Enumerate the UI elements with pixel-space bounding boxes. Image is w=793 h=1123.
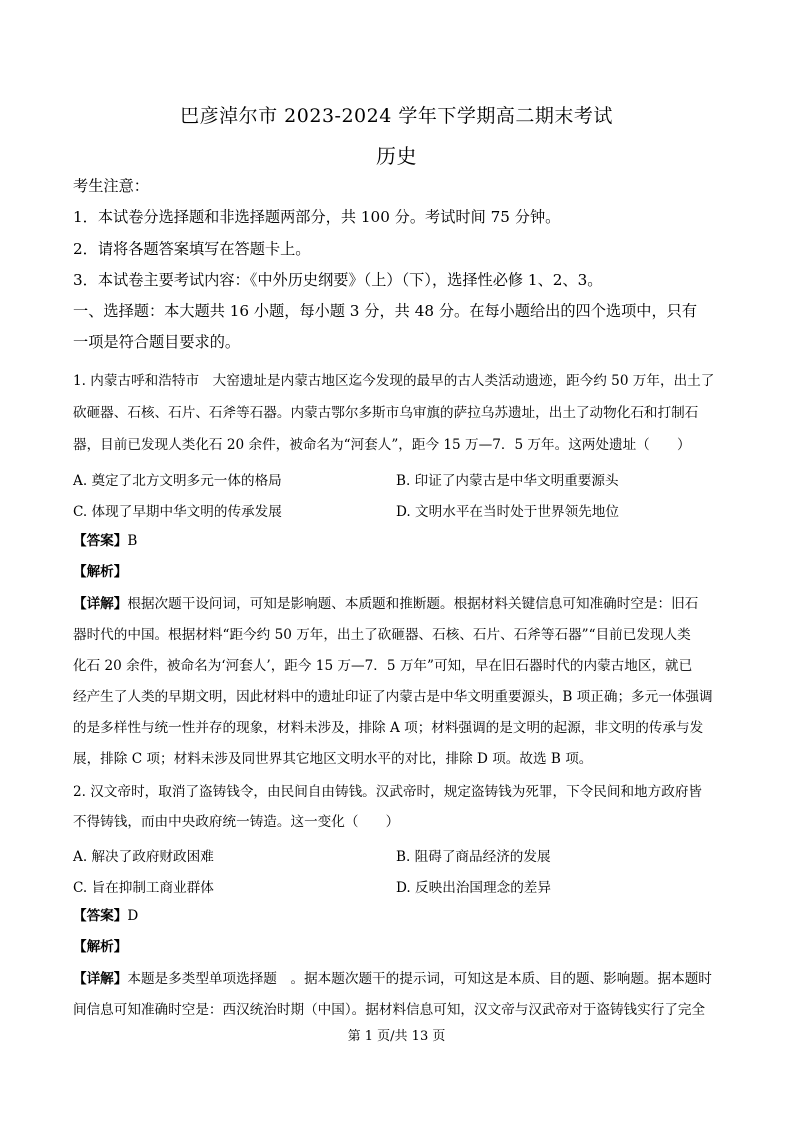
subject-title: 历史 xyxy=(376,144,417,168)
q1-stem-line-2: 砍砸器、石核、石片、石斧等石器。内蒙古鄂尔多斯市乌审旗的萨拉乌苏遗址，出土了动物化石和打制石 xyxy=(73,405,699,421)
q1-option-c: C. 体现了早期中华文明的传承发展 xyxy=(73,504,282,520)
q1-stem-line-1: 1. 内蒙古呼和浩特市 大窑遗址是内蒙古地区迄今发现的最早的古人类活动遗迹，距今约 50 万年，出土了 xyxy=(73,373,715,389)
notice-item-2: 2．请将各题答案填写在答题卡上。 xyxy=(73,240,311,258)
q2-detail-line-1 xyxy=(73,970,723,988)
notice-item-3: 3．本试卷主要考试内容：《中外历史纲要》（上）（下），选择性必修 1、2、3。 xyxy=(73,271,603,289)
q2-detail-tag: 【详解】 xyxy=(73,971,128,987)
q2-answer-value: D xyxy=(127,908,139,924)
section-instruction-line-1: 一、选择题：本大题共 16 小题，每小题 3 分，共 48 分。在每小题给出的四个选项中，只有 xyxy=(73,302,698,320)
q1-detail-line-1 xyxy=(73,595,723,613)
q1-detail-line-3: 化石 20 余件，被命名为‘河套人’，距今 15 万—7．5 万年”可知，早在旧石器时代的内蒙古地区，就已 xyxy=(73,658,693,674)
q1-option-d: D. 文明水平在当时处于世界领先地位 xyxy=(396,504,619,520)
exam-title: 巴彦淖尔市 2023-2024 学年下学期高二期末考试 xyxy=(180,105,613,127)
q1-option-a: A. 奠定了北方文明多元一体的格局 xyxy=(73,473,282,489)
q2-option-c: C. 旨在抑制工商业群体 xyxy=(73,880,214,896)
q1-detail-line-4: 经产生了人类的早期文明，因此材料中的遗址印证了内蒙古是中华文明重要源头，B 项正确；多元一体强调 xyxy=(73,689,713,705)
q2-option-d: D. 反映出治国理念的差异 xyxy=(396,880,551,896)
q1-option-b: B. 印证了内蒙古是中华文明重要源头 xyxy=(396,473,619,489)
q2-analysis-tag: 【解析】 xyxy=(73,939,128,955)
q1-answer xyxy=(73,532,723,550)
section-instruction-line-2: 一项是符合题目要求的。 xyxy=(73,333,241,351)
q2-detail-text-1: 本题是多类型单项选择题 。据本题次题干的提示词，可知这是本质、目的题、影响题。据本题时 xyxy=(127,971,712,987)
q1-detail-tag: 【详解】 xyxy=(73,596,128,612)
q2-option-a: A. 解决了政府财政困难 xyxy=(73,849,214,865)
q1-answer-tag: 【答案】 xyxy=(73,533,128,549)
q2-detail-line-2: 间信息可知准确时空是：西汉统治时期（中国）。据材料信息可知，汉文帝与汉武帝对于盗铸钱实行了完全 xyxy=(73,1002,706,1018)
q1-analysis xyxy=(73,563,723,581)
q1-detail-line-6: 展，排除 C 项；材料未涉及同世界其它地区文明水平的对比，排除 D 项。故选 B 项。 xyxy=(73,751,593,767)
q1-analysis-tag: 【解析】 xyxy=(73,564,128,580)
notice-item-1: 1．本试卷分选择题和非选择题两部分，共 100 分。考试时间 75 分钟。 xyxy=(73,208,561,226)
q1-answer-value: B xyxy=(127,533,138,549)
q2-stem-line-1: 2. 汉文帝时，取消了盗铸钱令，由民间自由铸钱。汉武帝时，规定盗铸钱为死罪，下令民间和地方政府皆 xyxy=(73,784,703,800)
q1-detail-text-1: 根据次题干设问词，可知是影响题、本质题和推断题。根据材料关键信息可知准确时空是：旧石 xyxy=(127,596,699,612)
q2-answer xyxy=(73,907,723,925)
q1-detail-line-2: 器时代的中国。根据材料“距今约 50 万年，出土了砍砸器、石核、石片、石斧等石器”“目前已发现人类 xyxy=(73,627,691,643)
notice-heading: 考生注意： xyxy=(73,177,149,195)
page-number: 第 1 页/共 13 页 xyxy=(347,1029,446,1044)
q1-detail-line-5: 的是多样性与统一性并存的现象，材料未涉及，排除 A 项；材料强调的是文明的起源，非文明的传承与发 xyxy=(73,720,704,736)
q2-analysis xyxy=(73,938,723,956)
q2-option-b: B. 阻碍了商品经济的发展 xyxy=(396,849,551,865)
q2-stem-line-2: 不得铸钱，而由中央政府统一铸造。这一变化（ ） xyxy=(73,814,400,830)
q1-stem-line-3: 器，目前已发现人类化石 20 余件，被命名为“河套人”，距今 15 万—7．5 万年。这两处遗址（ ） xyxy=(73,437,691,453)
q2-answer-tag: 【答案】 xyxy=(73,908,128,924)
